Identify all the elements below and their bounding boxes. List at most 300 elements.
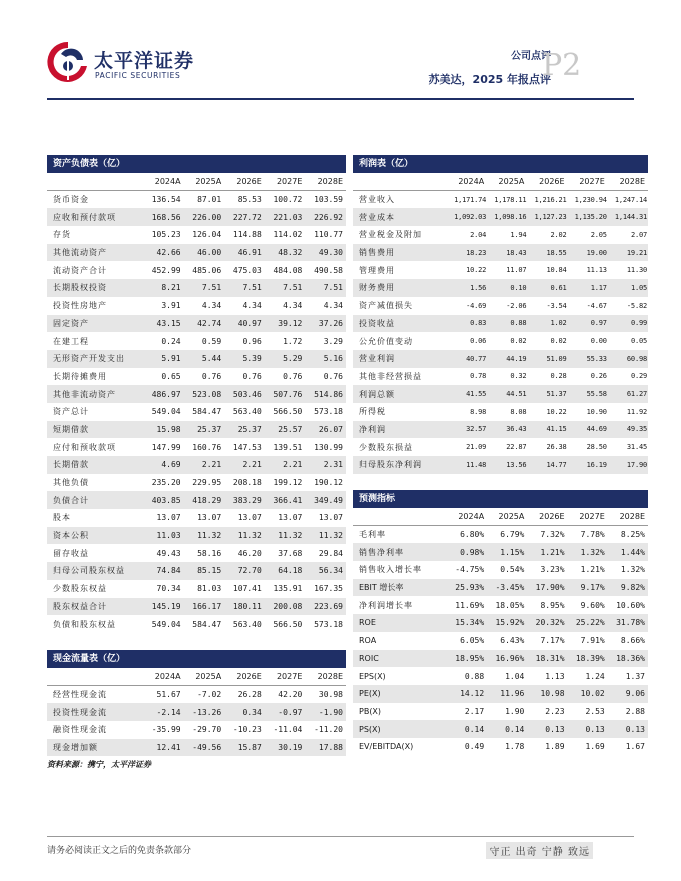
cell-value: 549.04: [151, 619, 181, 629]
cell-value: 4.34: [323, 301, 343, 311]
cell-value: 0.97: [568, 315, 608, 333]
logo-english-name: PACIFIC SECURITIES: [95, 71, 181, 80]
cell-value: 485.06: [192, 265, 222, 275]
cell-value: 1.24: [585, 671, 605, 681]
cell-value: 19.00: [568, 244, 608, 262]
cell-value: 13.07: [237, 513, 262, 523]
cell-value: 39.12: [265, 315, 306, 333]
cell-value: 135.91: [273, 584, 303, 594]
table-row: [47, 580, 346, 598]
column-header-year: 2026E: [224, 173, 265, 191]
cell-value: 51.67: [156, 690, 181, 700]
cell-value: 10.22: [546, 407, 567, 416]
cell-value: 166.17: [184, 598, 225, 616]
row-label: 少数股东权益: [53, 584, 107, 594]
column-header-year: 2025A: [184, 668, 225, 686]
cell-value: 7.17%: [540, 636, 565, 646]
cell-value: 0.13: [568, 720, 608, 738]
table-row: [353, 561, 648, 579]
cell-value: 2.21: [224, 456, 265, 474]
table-row: [47, 403, 346, 421]
table-row: [353, 579, 648, 597]
table-row: [353, 368, 648, 386]
table-row: [47, 332, 346, 350]
table-row: [47, 191, 346, 209]
cell-value: 26.38: [546, 443, 567, 452]
cell-value: 9.60%: [580, 600, 605, 610]
column-header-year: 2024A: [143, 173, 184, 191]
cell-value: -5.82: [626, 301, 647, 310]
cell-value: 105.23: [151, 230, 181, 240]
cell-value: 6.79%: [500, 530, 525, 540]
table-row: [353, 191, 648, 209]
forecast-table: [353, 508, 648, 756]
cell-value: 15.87: [224, 739, 265, 757]
cell-value: 0.10: [487, 279, 527, 297]
row-label: PB(X): [359, 706, 382, 716]
cell-value: 51.37: [527, 385, 567, 403]
column-header-year: 2027E: [265, 668, 306, 686]
cell-value: 11.92: [626, 407, 647, 416]
cell-value: 0.49: [464, 742, 485, 752]
row-label: 流动资产合计: [53, 265, 107, 275]
row-label: 股本: [53, 513, 71, 523]
row-label: 毛利率: [359, 530, 386, 540]
cell-value: 3.23%: [540, 565, 565, 575]
cell-value: 563.40: [232, 619, 262, 629]
column-header-year: 2028E: [305, 173, 346, 191]
cell-value: 1.69: [585, 742, 605, 752]
cell-value: 7.32%: [540, 530, 565, 540]
cell-value: 5.16: [305, 350, 346, 368]
cell-value: 1.56: [447, 279, 487, 297]
table-row: [353, 226, 648, 244]
cell-value: 46.00: [184, 244, 225, 262]
cell-value: 1.15%: [487, 543, 527, 561]
cell-value: -13.26: [184, 703, 225, 721]
table-row: [47, 368, 346, 386]
cell-value: 72.70: [224, 562, 265, 580]
cell-value: 227.72: [224, 208, 265, 226]
cell-value: -2.06: [506, 301, 527, 310]
cell-value: 42.20: [278, 690, 303, 700]
cell-value: 11.32: [305, 527, 346, 545]
income-statement-panel: [353, 155, 648, 474]
column-header-year: 2027E: [568, 508, 608, 526]
cell-value: 503.46: [224, 385, 265, 403]
row-label: 财务费用: [353, 279, 447, 297]
cell-value: 514.86: [305, 385, 346, 403]
cell-value: 1.02: [527, 315, 567, 333]
balance-sheet-title: 资产负债表（亿）: [47, 155, 346, 173]
table-row: [353, 315, 648, 333]
cell-value: 0.13: [608, 720, 648, 738]
cell-value: 46.20: [237, 548, 262, 558]
cell-value: 5.29: [265, 350, 306, 368]
column-header-year: 2026E: [224, 668, 265, 686]
table-row: [353, 667, 648, 685]
column-header-year: 2027E: [265, 173, 306, 191]
cell-value: 136.54: [151, 195, 181, 205]
balance-sheet-panel: [47, 155, 346, 633]
cell-value: 1,092.03: [447, 208, 487, 226]
cell-value: 10.60%: [616, 600, 645, 610]
cell-value: 49.35: [608, 421, 648, 439]
cell-value: 1.32%: [568, 543, 608, 561]
cell-value: 1,144.31: [608, 208, 648, 226]
row-label: ROE: [353, 614, 447, 632]
cell-value: 11.30: [626, 266, 647, 275]
cell-value: 0.88: [464, 671, 485, 681]
cell-value: 18.36%: [608, 650, 648, 668]
table-row: [47, 562, 346, 580]
cell-value: 46.91: [224, 244, 265, 262]
cell-value: 18.39%: [568, 650, 608, 668]
cell-value: 11.07: [506, 266, 527, 275]
cell-value: 42.74: [184, 315, 225, 333]
cell-value: 8.25%: [620, 530, 645, 540]
disclaimer-text: 请务必阅读正文之后的免责条款部分: [47, 846, 192, 856]
cell-value: 5.39: [224, 350, 265, 368]
cell-value: 0.29: [630, 372, 647, 381]
cell-value: 145.19: [143, 598, 184, 616]
cell-value: 2.23: [545, 706, 565, 716]
cell-value: 235.20: [151, 478, 181, 488]
column-header-year: 2028E: [608, 173, 648, 191]
row-label: 其他流动资产: [47, 244, 143, 262]
table-row: [47, 226, 346, 244]
cell-value: 41.55: [447, 385, 487, 403]
table-row: [353, 632, 648, 650]
cell-value: 13.07: [197, 513, 222, 523]
cell-value: 0.02: [510, 337, 527, 346]
cell-value: -4.75%: [455, 565, 485, 575]
cell-value: 21.09: [466, 443, 487, 452]
forecast-panel: [353, 490, 648, 756]
cell-value: 2.02: [550, 230, 567, 239]
cell-value: 490.58: [314, 265, 343, 275]
cell-value: 2.17: [464, 706, 485, 716]
cell-value: 11.32: [265, 527, 306, 545]
row-label: 长期借款: [47, 456, 143, 474]
table-row: [353, 738, 648, 756]
column-header-year: 2024A: [143, 668, 184, 686]
cell-value: 9.82%: [608, 579, 648, 597]
cell-value: 7.78%: [580, 530, 605, 540]
cell-value: 0.14: [487, 720, 527, 738]
cell-value: 0.65: [161, 371, 181, 381]
cell-value: -49.56: [184, 739, 225, 757]
cell-value: 0.32: [510, 372, 527, 381]
cell-value: 61.27: [608, 385, 648, 403]
cell-value: 2.05: [590, 230, 607, 239]
cell-value: 549.04: [151, 407, 181, 417]
table-row: [353, 650, 648, 668]
cell-value: 0.02: [550, 337, 567, 346]
column-header-year: 2025A: [487, 173, 527, 191]
page-number: P2: [542, 48, 582, 83]
page-header: [0, 0, 681, 102]
cell-value: 2.21: [265, 456, 306, 474]
row-label: 归母公司股东权益: [47, 562, 143, 580]
cell-value: 10.22: [466, 266, 487, 275]
cell-value: 147.99: [151, 442, 181, 452]
cell-value: -11.04: [273, 725, 303, 735]
cell-value: 0.13: [527, 720, 567, 738]
cell-value: 2.53: [585, 706, 605, 716]
cell-value: 13.07: [318, 513, 343, 523]
cell-value: 403.85: [143, 491, 184, 509]
cell-value: 199.12: [273, 478, 303, 488]
cell-value: 1,127.23: [527, 208, 567, 226]
cell-value: 110.77: [314, 230, 343, 240]
cell-value: 13.56: [487, 456, 527, 474]
table-row: [47, 527, 346, 545]
cell-value: 7.51: [305, 279, 346, 297]
cell-value: 1,135.20: [568, 208, 608, 226]
cell-value: 5.44: [184, 350, 225, 368]
cell-value: 5.91: [143, 350, 184, 368]
cell-value: 25.57: [265, 421, 306, 439]
column-header-year: 2024A: [447, 173, 487, 191]
cell-value: 107.41: [232, 584, 262, 594]
cell-value: 15.92%: [487, 614, 527, 632]
cell-value: 16.96%: [487, 650, 527, 668]
cell-value: 1,098.16: [487, 208, 527, 226]
cell-value: 11.32: [184, 527, 225, 545]
cell-value: 25.37: [184, 421, 225, 439]
cell-value: 81.03: [197, 584, 222, 594]
cell-value: 17.90%: [527, 579, 567, 597]
cell-value: 55.58: [568, 385, 608, 403]
cell-value: 40.77: [447, 350, 487, 368]
cell-value: 7.51: [224, 279, 265, 297]
table-row: [353, 543, 648, 561]
row-label: 留存收益: [53, 548, 89, 558]
cell-value: 208.18: [232, 478, 262, 488]
row-label: 归母股东净利润: [353, 456, 447, 474]
cell-value: 1.89: [545, 742, 565, 752]
row-label: 其他负债: [53, 478, 89, 488]
row-label: 销售收入增长率: [359, 565, 422, 575]
row-label: 其他非经营损益: [359, 371, 422, 381]
cell-value: 13.07: [278, 513, 303, 523]
cell-value: 60.98: [608, 350, 648, 368]
cell-value: 0.00: [590, 337, 607, 346]
cell-value: 25.93%: [447, 579, 487, 597]
cell-value: 349.49: [305, 491, 346, 509]
cell-value: 9.06: [608, 685, 648, 703]
table-header-row: [47, 668, 346, 686]
cell-value: 563.40: [232, 407, 262, 417]
cell-value: 139.51: [273, 442, 303, 452]
cell-value: 229.95: [192, 478, 222, 488]
cell-value: 10.02: [568, 685, 608, 703]
cell-value: 0.24: [161, 336, 181, 346]
cell-value: 114.88: [232, 230, 262, 240]
row-label: 负债和股东权益: [53, 619, 116, 629]
cell-value: 12.41: [143, 739, 184, 757]
cell-value: 1.72: [283, 336, 303, 346]
cell-value: 2.88: [625, 706, 645, 716]
cell-value: 13.07: [156, 513, 181, 523]
cell-value: 0.88: [487, 315, 527, 333]
cell-value: 64.18: [265, 562, 306, 580]
cell-value: 18.23: [447, 244, 487, 262]
cell-value: 22.87: [506, 443, 527, 452]
cell-value: 0.61: [527, 279, 567, 297]
cell-value: 221.03: [265, 208, 306, 226]
row-label: 短期借款: [47, 421, 143, 439]
cell-value: 114.02: [273, 230, 303, 240]
cell-value: 1,230.94: [574, 195, 607, 204]
cell-value: -11.20: [314, 725, 343, 735]
table-row: [47, 615, 346, 633]
table-row: [47, 244, 346, 262]
cell-value: 8.98: [470, 407, 487, 416]
table-row: [47, 315, 346, 333]
row-label: 公允价值变动: [359, 336, 413, 346]
row-label: 存货: [53, 230, 71, 240]
row-label: 营业税金及附加: [359, 230, 422, 240]
cell-value: 74.84: [143, 562, 184, 580]
cell-value: 0.76: [242, 371, 262, 381]
cell-value: -1.90: [305, 703, 346, 721]
row-label: 净利润增长率: [359, 600, 413, 610]
row-label: 管理费用: [359, 265, 395, 275]
cell-value: 223.69: [305, 598, 346, 616]
cell-value: 44.69: [568, 421, 608, 439]
cell-value: 0.78: [470, 372, 487, 381]
cell-value: 20.32%: [527, 614, 567, 632]
row-label: 应收和预付款项: [47, 208, 143, 226]
row-label: 现金增加额: [47, 739, 143, 757]
cell-value: 87.01: [197, 195, 222, 205]
cell-value: 3.91: [161, 301, 181, 311]
row-label: 其他非流动资产: [47, 385, 143, 403]
company-logo: [47, 40, 195, 90]
table-row: [47, 385, 346, 403]
cell-value: 30.19: [265, 739, 306, 757]
cell-value: -3.45%: [487, 579, 527, 597]
table-row: [47, 456, 346, 474]
cell-value: 0.06: [470, 337, 487, 346]
cell-value: 1.21%: [527, 543, 567, 561]
cell-value: 1.13: [545, 671, 565, 681]
cell-value: 523.08: [184, 385, 225, 403]
cell-value: 1.78: [505, 742, 525, 752]
cell-value: 16.19: [568, 456, 608, 474]
cell-value: 130.99: [314, 442, 343, 452]
cell-value: 9.17%: [568, 579, 608, 597]
cell-value: 1.90: [505, 706, 525, 716]
header-divider: [47, 98, 634, 100]
row-label: 无形资产开发支出: [47, 350, 143, 368]
cell-value: 1,247.14: [614, 195, 647, 204]
cell-value: -3.54: [546, 301, 567, 310]
report-title: 苏美达，2025 年报点评: [428, 73, 551, 86]
cell-value: 1.44%: [608, 543, 648, 561]
cell-value: 100.72: [273, 195, 303, 205]
cell-value: 507.76: [265, 385, 306, 403]
table-row: [353, 438, 648, 456]
cell-value: 48.32: [265, 244, 306, 262]
cell-value: 226.00: [184, 208, 225, 226]
cell-value: 418.29: [184, 491, 225, 509]
cell-value: -4.67: [586, 301, 607, 310]
row-label: 销售费用: [353, 244, 447, 262]
cell-value: 126.04: [192, 230, 222, 240]
row-label: 股东权益合计: [47, 598, 143, 616]
cell-value: 42.66: [143, 244, 184, 262]
cell-value: 2.07: [630, 230, 647, 239]
table-row: [353, 244, 648, 262]
cell-value: -35.99: [151, 725, 181, 735]
row-label: ROA: [359, 636, 377, 646]
table-row: [353, 614, 648, 632]
table-row: [47, 261, 346, 279]
column-header-label: [47, 668, 143, 686]
cell-value: 1,216.21: [534, 195, 567, 204]
cell-value: 32.57: [447, 421, 487, 439]
cell-value: 0.99: [608, 315, 648, 333]
column-header-year: 2024A: [447, 508, 487, 526]
cell-value: 8.08: [510, 407, 527, 416]
data-source-note: 资料来源：携宁，太平洋证券: [47, 760, 151, 769]
table-row: [47, 350, 346, 368]
row-label: 少数股东损益: [359, 442, 413, 452]
cell-value: 584.47: [192, 407, 222, 417]
cell-value: 11.13: [586, 266, 607, 275]
cash-flow-title: 现金流量表（亿）: [47, 650, 346, 668]
table-row: [47, 297, 346, 315]
table-row: [47, 208, 346, 226]
cell-value: 1.21%: [580, 565, 605, 575]
footer-divider: [47, 836, 634, 837]
cell-value: -2.14: [143, 703, 184, 721]
row-label: 营业收入: [359, 195, 395, 205]
cell-value: 2.21: [184, 456, 225, 474]
cell-value: 11.96: [487, 685, 527, 703]
row-label: 长期待摊费用: [53, 371, 107, 381]
row-label: 投资性房地产: [53, 301, 107, 311]
cell-value: 366.41: [265, 491, 306, 509]
cell-value: 7.91%: [580, 636, 605, 646]
row-label: 负债合计: [47, 491, 143, 509]
cell-value: 3.29: [323, 336, 343, 346]
cell-value: 573.18: [314, 407, 343, 417]
cash-flow-panel: [47, 650, 346, 756]
income-statement-table: [353, 173, 648, 474]
cell-value: 10.84: [546, 266, 567, 275]
logo-chinese-name: 太平洋证券: [94, 50, 195, 72]
cell-value: 2.31: [305, 456, 346, 474]
cell-value: 4.69: [143, 456, 184, 474]
cell-value: 11.48: [447, 456, 487, 474]
cell-value: 566.50: [273, 407, 303, 417]
table-row: [353, 261, 648, 279]
row-label: 应付和预收款项: [53, 442, 116, 452]
cell-value: 11.32: [224, 527, 265, 545]
column-header-year: 2027E: [568, 173, 608, 191]
cell-value: 7.51: [265, 279, 306, 297]
column-header-year: 2026E: [527, 173, 567, 191]
table-header-row: [353, 508, 648, 526]
row-label: 营业利润: [353, 350, 447, 368]
table-row: [353, 297, 648, 315]
table-row: [353, 526, 648, 544]
cell-value: 10.90: [586, 407, 607, 416]
